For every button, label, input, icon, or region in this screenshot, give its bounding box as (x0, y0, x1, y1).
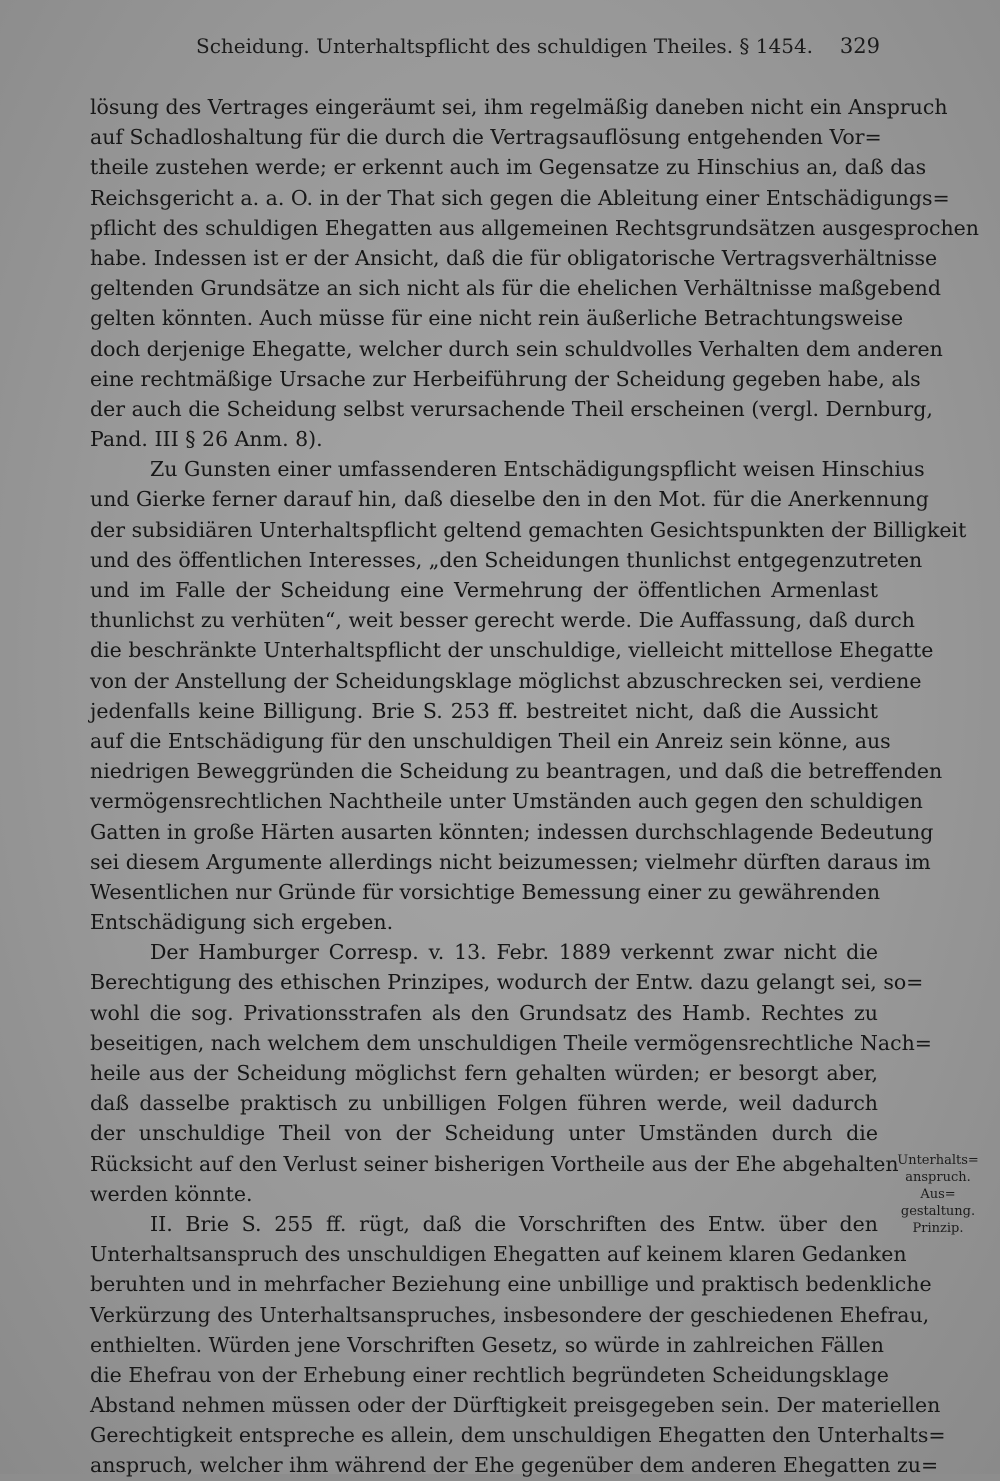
margin-note-line: gestaltung. (900, 1204, 976, 1219)
text-line: auf die Entschädigung für den unschuldigen Theil ein Anreiz sein könne, aus (90, 728, 891, 753)
paragraph-1 (90, 92, 979, 454)
text-line: von der Anstellung der Scheidungsklage möglichst abzuschrecken sei, verdiene (90, 668, 922, 693)
text-line: niedrigen Beweggründen die Scheidung zu beantragen, und daß die betreffenden (90, 759, 943, 784)
text-line: die beschränkte Unterhaltspflicht der unschuldige, vielleicht mittellose Ehegatte (90, 638, 934, 663)
text-line: eine rechtmäßige Ursache zur Herbeiführung der Scheidung gegeben habe, als (90, 366, 921, 391)
text-line: thunlichst zu verhüten“, weit besser gerecht werde. Die Auffassung, daß durch (90, 608, 915, 633)
text-line: Der Hamburger Corresp. v. 13. Febr. 1889 verkennt zwar nicht die (150, 940, 878, 965)
text-line: doch derjenige Ehegatte, welcher durch sein schuldvolles Verhalten dem anderen (90, 336, 943, 361)
text-line: werden könnte. (90, 1181, 253, 1206)
text-line: und Gierke ferner darauf hin, daß dieselbe den in den Mot. für die Anerkennung (90, 487, 929, 512)
text-line: II. Brie S. 255 ff. rügt, daß die Vorschriften des Entw. über den (150, 1211, 878, 1236)
text-line: heile aus der Scheidung möglichst fern gehalten würden; er besorgt aber, (90, 1061, 878, 1085)
text-line: daß dasselbe praktisch zu unbilligen Folgen führen werde, weil dadurch (90, 1091, 878, 1116)
page-number: 329 (839, 34, 880, 58)
text-line: gelten könnten. Auch müsse für eine nicht rein äußerliche Betrachtungsweise (90, 306, 904, 331)
text-line: vermögensrechtlichen Nachtheile unter Umständen auch gegen den schuldigen (90, 789, 923, 814)
margin-note-line: Unterhalts= (897, 1153, 979, 1168)
text-line: Gerechtigkeit entspreche es allein, dem unschuldigen Ehegatten den Unterhalts= (90, 1423, 946, 1448)
text-line: auf Schadloshaltung für die durch die Vertragsauflösung entgehenden Vor= (90, 125, 882, 150)
text-line: der subsidiären Unterhaltspflicht geltend gemachten Gesichtspunkten der Billigkeit (90, 517, 967, 542)
paragraph-2 (90, 454, 967, 937)
text-line: Rücksicht auf den Verlust seiner bisherigen Vortheile aus der Ehe abgehalten (90, 1151, 899, 1176)
text-line: beseitigen, nach welchem dem unschuldigen Theile vermögensrechtliche Nach= (90, 1030, 932, 1055)
text-line: Reichsgericht a. a. O. in der That sich gegen die Ableitung einer Entschädigungs= (90, 185, 950, 210)
text-line: Abstand nehmen müssen oder der Dürftigkeit preisgegeben sein. Der materiellen (90, 1393, 941, 1418)
text-line: pflicht des schuldigen Ehegatten aus allgemeinen Rechtsgrundsätzen ausgesprochen (90, 215, 979, 240)
running-title: Scheidung. Unterhaltspflicht des schuldigen Theiles. § 1454. (196, 34, 814, 58)
running-header (196, 34, 880, 64)
text-line: Entschädigung sich ergeben. (90, 910, 394, 935)
text-line: Verkürzung des Unterhaltsanspruches, insbesondere der geschiedenen Ehefrau, (90, 1302, 930, 1327)
margin-note-line: anspruch. (905, 1170, 971, 1185)
text-line: geltenden Grundsätze an sich nicht als für die ehelichen Verhältnisse maßgebend (90, 276, 941, 301)
text-line: beruhten und in mehrfacher Beziehung eine unbillige und praktisch bedenkliche (90, 1272, 932, 1297)
text-line: Wesentlichen nur Gründe für vorsichtige Bemessung einer zu gewährenden (90, 879, 881, 904)
margin-note-line: Prinzip. (912, 1221, 964, 1236)
margin-note (888, 1152, 988, 1237)
text-line: enthielten. Würden jene Vorschriften Gesetz, so würde in zahlreichen Fällen (90, 1332, 884, 1357)
margin-note-line: Aus= (920, 1187, 956, 1202)
text-line: wohl die sog. Privationsstrafen als den Grundsatz des Hamb. Rechtes zu (90, 1000, 878, 1025)
text-line: Pand. III § 26 Anm. 8). (90, 427, 323, 452)
text-line: anspruch, welcher ihm während der Ehe gegenüber dem anderen Ehegatten zu= (90, 1453, 939, 1478)
text-line: Gatten in große Härten ausarten könnten; indessen durchschlagende Bedeutung (90, 819, 934, 844)
text-line: die Ehefrau von der Erhebung einer rechtlich begründeten Scheidungsklage (90, 1362, 889, 1387)
text-line: der unschuldige Theil von der Scheidung unter Umständen durch die (90, 1121, 878, 1146)
text-line: jedenfalls keine Billigung. Brie S. 253 ff. bestreitet nicht, daß die Aussicht (90, 698, 878, 723)
text-line: lösung des Vertrages eingeräumt sei, ihm regelmäßig daneben nicht ein Anspruch (90, 95, 948, 119)
text-line: sei diesem Argumente allerdings nicht beizumessen; vielmehr dürften daraus im (90, 849, 931, 874)
text-line: Zu Gunsten einer umfassenderen Entschädigungspflicht weisen Hinschius (150, 457, 925, 482)
text-line: habe. Indessen ist er der Ansicht, daß die für obligatorische Vertragsverhältnisse (90, 245, 938, 270)
text-line: der auch die Scheidung selbst verursachende Theil erscheinen (vergl. Dernburg, (90, 396, 933, 421)
text-line: und im Falle der Scheidung eine Vermehrung der öffentlichen Armenlast (90, 578, 878, 602)
paragraph-3 (90, 937, 932, 1209)
text-line: Berechtigung des ethischen Prinzipes, wodurch der Entw. dazu gelangt sei, so= (90, 970, 924, 995)
text-line: theile zustehen werde; er erkennt auch im Gegensatze zu Hinschius an, daß das (90, 155, 927, 180)
text-line: Unterhaltsanspruch des unschuldigen Ehegatten auf keinem klaren Gedanken (90, 1242, 907, 1267)
text-line: und des öffentlichen Interesses, „den Scheidungen thunlichst entgegenzutreten (90, 547, 923, 572)
